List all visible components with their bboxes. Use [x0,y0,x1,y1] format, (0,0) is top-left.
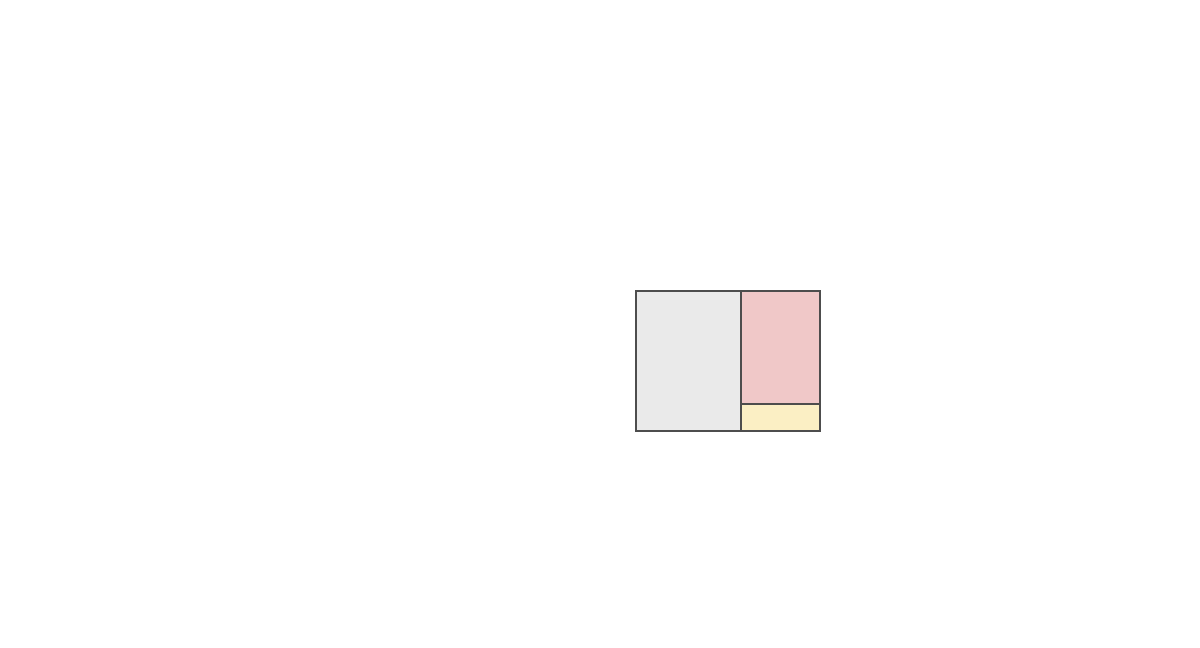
parameters-block [637,292,742,430]
figure1-charts [864,252,1114,517]
kv-others-column [742,292,819,430]
gpu-memory-box [635,290,821,432]
kv-cache-block [742,292,819,403]
memory-layout-diagram [635,290,821,439]
arxiv-stamp [10,622,48,648]
figure1-charts-svg [864,252,1114,512]
others-block [742,403,819,430]
